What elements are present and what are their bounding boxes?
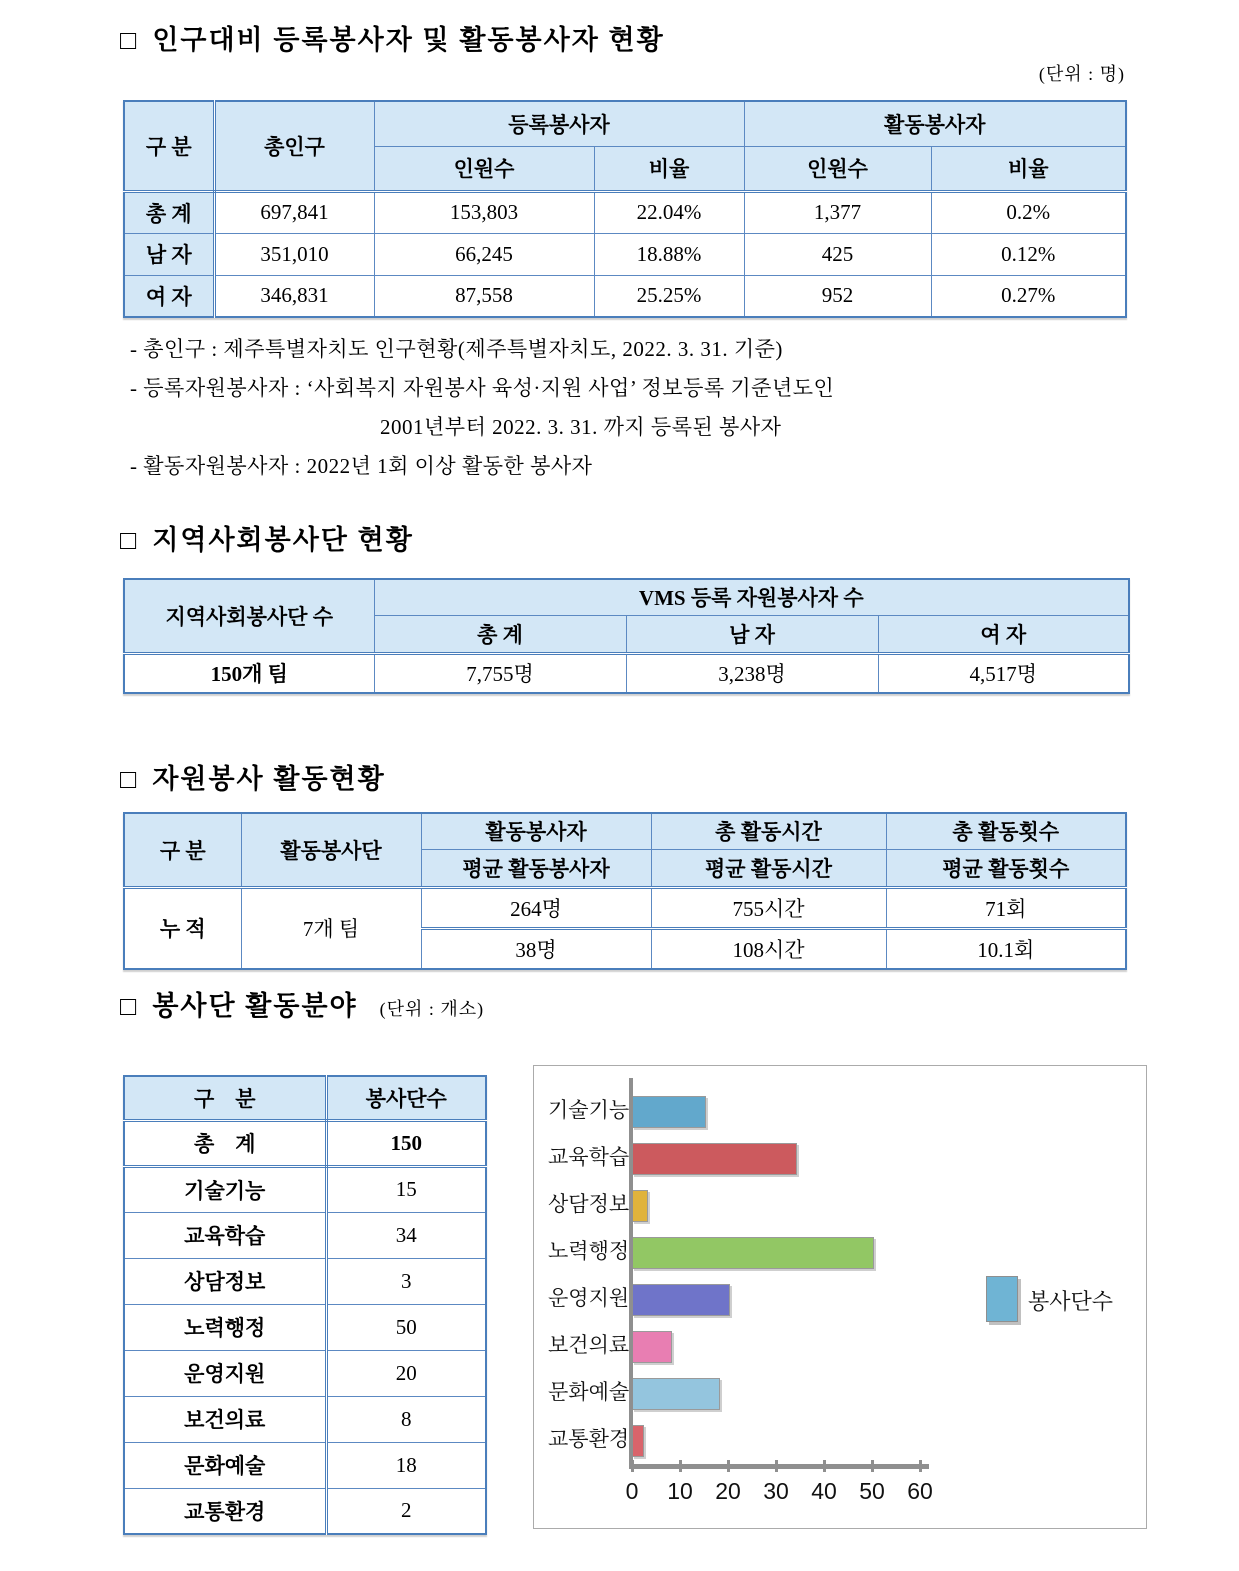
x-axis-tick	[823, 1460, 826, 1472]
x-axis-tick-label: 50	[859, 1478, 885, 1504]
cell-time: 108시간	[651, 928, 886, 969]
th-time-total: 총 활동시간	[651, 813, 886, 849]
legend-swatch	[986, 1276, 1018, 1322]
footnotes	[130, 330, 834, 486]
bar	[632, 1378, 720, 1410]
footnote-line: - 활동자원봉사자 : 2022년 1회 이상 활동한 봉사자	[130, 454, 593, 478]
x-axis-line	[629, 1464, 929, 1469]
section4-unit-note: (단위 : 개소)	[379, 999, 485, 1019]
th-female: 여 자	[878, 615, 1129, 653]
cell-act-ratio: 0.27%	[931, 275, 1126, 317]
cell-total: 7,755명	[374, 653, 626, 693]
section2-title-text: 지역사회봉사단 현황	[152, 525, 414, 555]
table-row	[124, 887, 1126, 928]
row-label: 누 적	[124, 887, 241, 969]
x-axis-tick	[871, 1460, 874, 1472]
row-label: 보건의료	[124, 1396, 326, 1442]
th-vol-avg: 평균 활동봉사자	[421, 849, 651, 887]
cell-team-count: 150개 팀	[124, 653, 374, 693]
th-count: 봉사단수	[326, 1076, 486, 1120]
th-male: 남 자	[626, 615, 878, 653]
th-vol-total: 활동봉사자	[421, 813, 651, 849]
cell-count: 20	[326, 1350, 486, 1396]
row-label: 남 자	[124, 233, 214, 275]
x-axis-tick	[919, 1460, 922, 1472]
bar	[632, 1237, 874, 1269]
cell-female: 4,517명	[878, 653, 1129, 693]
th-registered: 등록봉사자	[374, 101, 744, 146]
activity-field-table	[123, 1075, 487, 1535]
bar	[632, 1096, 706, 1128]
table-row	[124, 191, 1126, 233]
category-label: 상담정보	[548, 1193, 630, 1216]
th-reg-ratio: 비율	[594, 146, 744, 191]
section3-title-text: 자원봉사 활동현황	[152, 764, 386, 794]
th-team: 활동봉사단	[241, 813, 421, 887]
x-axis-tick	[631, 1460, 634, 1472]
row-label: 운영지원	[124, 1350, 326, 1396]
cell-count: 150	[326, 1120, 486, 1166]
th-reg-count: 인원수	[374, 146, 594, 191]
row-label: 노력행정	[124, 1304, 326, 1350]
row-label: 기술기능	[124, 1166, 326, 1212]
th-group: 구 분	[124, 101, 214, 191]
row-label: 문화예술	[124, 1442, 326, 1488]
cell-count: 50	[326, 1304, 486, 1350]
x-axis-tick-label: 60	[907, 1478, 933, 1504]
cell-male: 3,238명	[626, 653, 878, 693]
legend-label: 봉사단수	[1028, 1289, 1114, 1314]
th-team-count: 지역사회봉사단 수	[124, 579, 374, 653]
x-axis-tick-label: 0	[625, 1478, 639, 1504]
row-label: 교육학습	[124, 1212, 326, 1258]
th-act-ratio: 비율	[931, 146, 1126, 191]
cell-count: 8	[326, 1396, 486, 1442]
th-group: 구 분	[124, 1076, 326, 1120]
cell-population: 351,010	[214, 233, 374, 275]
activity-status-table	[123, 812, 1127, 970]
table-row	[124, 1166, 486, 1212]
cell-count: 71회	[886, 887, 1126, 928]
table-row	[124, 233, 1126, 275]
population-volunteer-table	[123, 100, 1127, 318]
cell-act-count: 425	[744, 233, 931, 275]
cell-act-ratio: 0.2%	[931, 191, 1126, 233]
row-label: 여 자	[124, 275, 214, 317]
row-label: 교통환경	[124, 1488, 326, 1534]
section1-unit-note: (단위 : 명)	[1038, 64, 1125, 84]
cell-reg-ratio: 18.88%	[594, 233, 744, 275]
row-label: 총 계	[124, 1120, 326, 1166]
category-label: 교통환경	[548, 1428, 630, 1451]
th-vms: VMS 등록 자원봉사자 수	[374, 579, 1129, 615]
y-axis-line	[629, 1078, 633, 1468]
section1-title-text: 인구대비 등록봉사자 및 활동봉사자 현황	[152, 25, 665, 55]
category-label: 문화예술	[548, 1381, 630, 1404]
cell-count: 3	[326, 1258, 486, 1304]
bar	[632, 1284, 730, 1316]
th-group: 구 분	[124, 813, 241, 887]
checkbox-icon: □	[120, 764, 139, 794]
category-label: 운영지원	[548, 1287, 630, 1310]
cell-population: 697,841	[214, 191, 374, 233]
table-row	[124, 1442, 486, 1488]
section4-title-text: 봉사단 활동분야	[152, 991, 358, 1021]
bar	[632, 1190, 648, 1222]
th-active: 활동봉사자	[744, 101, 1126, 146]
table-row	[124, 653, 1129, 693]
cell-reg-count: 153,803	[374, 191, 594, 233]
footnote-line: - 총인구 : 제주특별자치도 인구현황(제주특별자치도, 2022. 3. 31. 기준)	[130, 337, 783, 361]
cell-count: 2	[326, 1488, 486, 1534]
table-row	[124, 1488, 486, 1534]
section4-title	[120, 984, 484, 1023]
checkbox-icon: □	[120, 991, 139, 1021]
cell-act-count: 952	[744, 275, 931, 317]
x-axis-tick	[679, 1460, 682, 1472]
x-axis-tick	[775, 1460, 778, 1472]
footnote-line: - 등록자원봉사자 : ‘사회복지 자원봉사 육성·지원 사업’ 정보등록 기준년도인	[130, 376, 835, 400]
table-row	[124, 1212, 486, 1258]
x-axis-tick-label: 20	[715, 1478, 741, 1504]
cell-act-count: 1,377	[744, 191, 931, 233]
cell-act-ratio: 0.12%	[931, 233, 1126, 275]
community-team-table	[123, 578, 1130, 694]
cell-vol: 38명	[421, 928, 651, 969]
section1-title	[120, 18, 665, 57]
cell-count: 34	[326, 1212, 486, 1258]
category-label: 교육학습	[548, 1146, 630, 1169]
th-cnt-avg: 평균 활동횟수	[886, 849, 1126, 887]
th-total: 총 계	[374, 615, 626, 653]
row-label: 총 계	[124, 191, 214, 233]
cell-count: 10.1회	[886, 928, 1126, 969]
category-label: 노력행정	[548, 1240, 630, 1263]
category-label: 보건의료	[548, 1334, 630, 1357]
cell-reg-count: 87,558	[374, 275, 594, 317]
table-row	[124, 1350, 486, 1396]
cell-vol: 264명	[421, 887, 651, 928]
footnote-line: 2001년부터 2022. 3. 31. 까지 등록된 봉사자	[380, 415, 782, 439]
table-row	[124, 1120, 486, 1166]
x-axis-tick-label: 30	[763, 1478, 789, 1504]
checkbox-icon: □	[120, 25, 139, 55]
cell-reg-ratio: 22.04%	[594, 191, 744, 233]
table-row	[124, 1258, 486, 1304]
bar	[632, 1331, 672, 1363]
section2-title	[120, 518, 414, 557]
x-axis-tick-label: 40	[811, 1478, 837, 1504]
cell-reg-ratio: 25.25%	[594, 275, 744, 317]
cell-time: 755시간	[651, 887, 886, 928]
th-act-count: 인원수	[744, 146, 931, 191]
cell-count: 15	[326, 1166, 486, 1212]
section3-title	[120, 757, 386, 796]
table-row	[124, 1396, 486, 1442]
x-axis-tick	[727, 1460, 730, 1472]
cell-count: 18	[326, 1442, 486, 1488]
th-population: 총인구	[214, 101, 374, 191]
x-axis-tick-label: 10	[667, 1478, 693, 1504]
table-row	[124, 1304, 486, 1350]
activity-chart	[533, 1065, 1147, 1529]
cell-team: 7개 팀	[241, 887, 421, 969]
th-cnt-total: 총 활동횟수	[886, 813, 1126, 849]
category-label: 기술기능	[548, 1099, 630, 1122]
checkbox-icon: □	[120, 525, 139, 555]
table-row	[124, 275, 1126, 317]
bar	[632, 1143, 797, 1175]
bar	[632, 1425, 644, 1457]
row-label: 상담정보	[124, 1258, 326, 1304]
cell-population: 346,831	[214, 275, 374, 317]
th-time-avg: 평균 활동시간	[651, 849, 886, 887]
cell-reg-count: 66,245	[374, 233, 594, 275]
